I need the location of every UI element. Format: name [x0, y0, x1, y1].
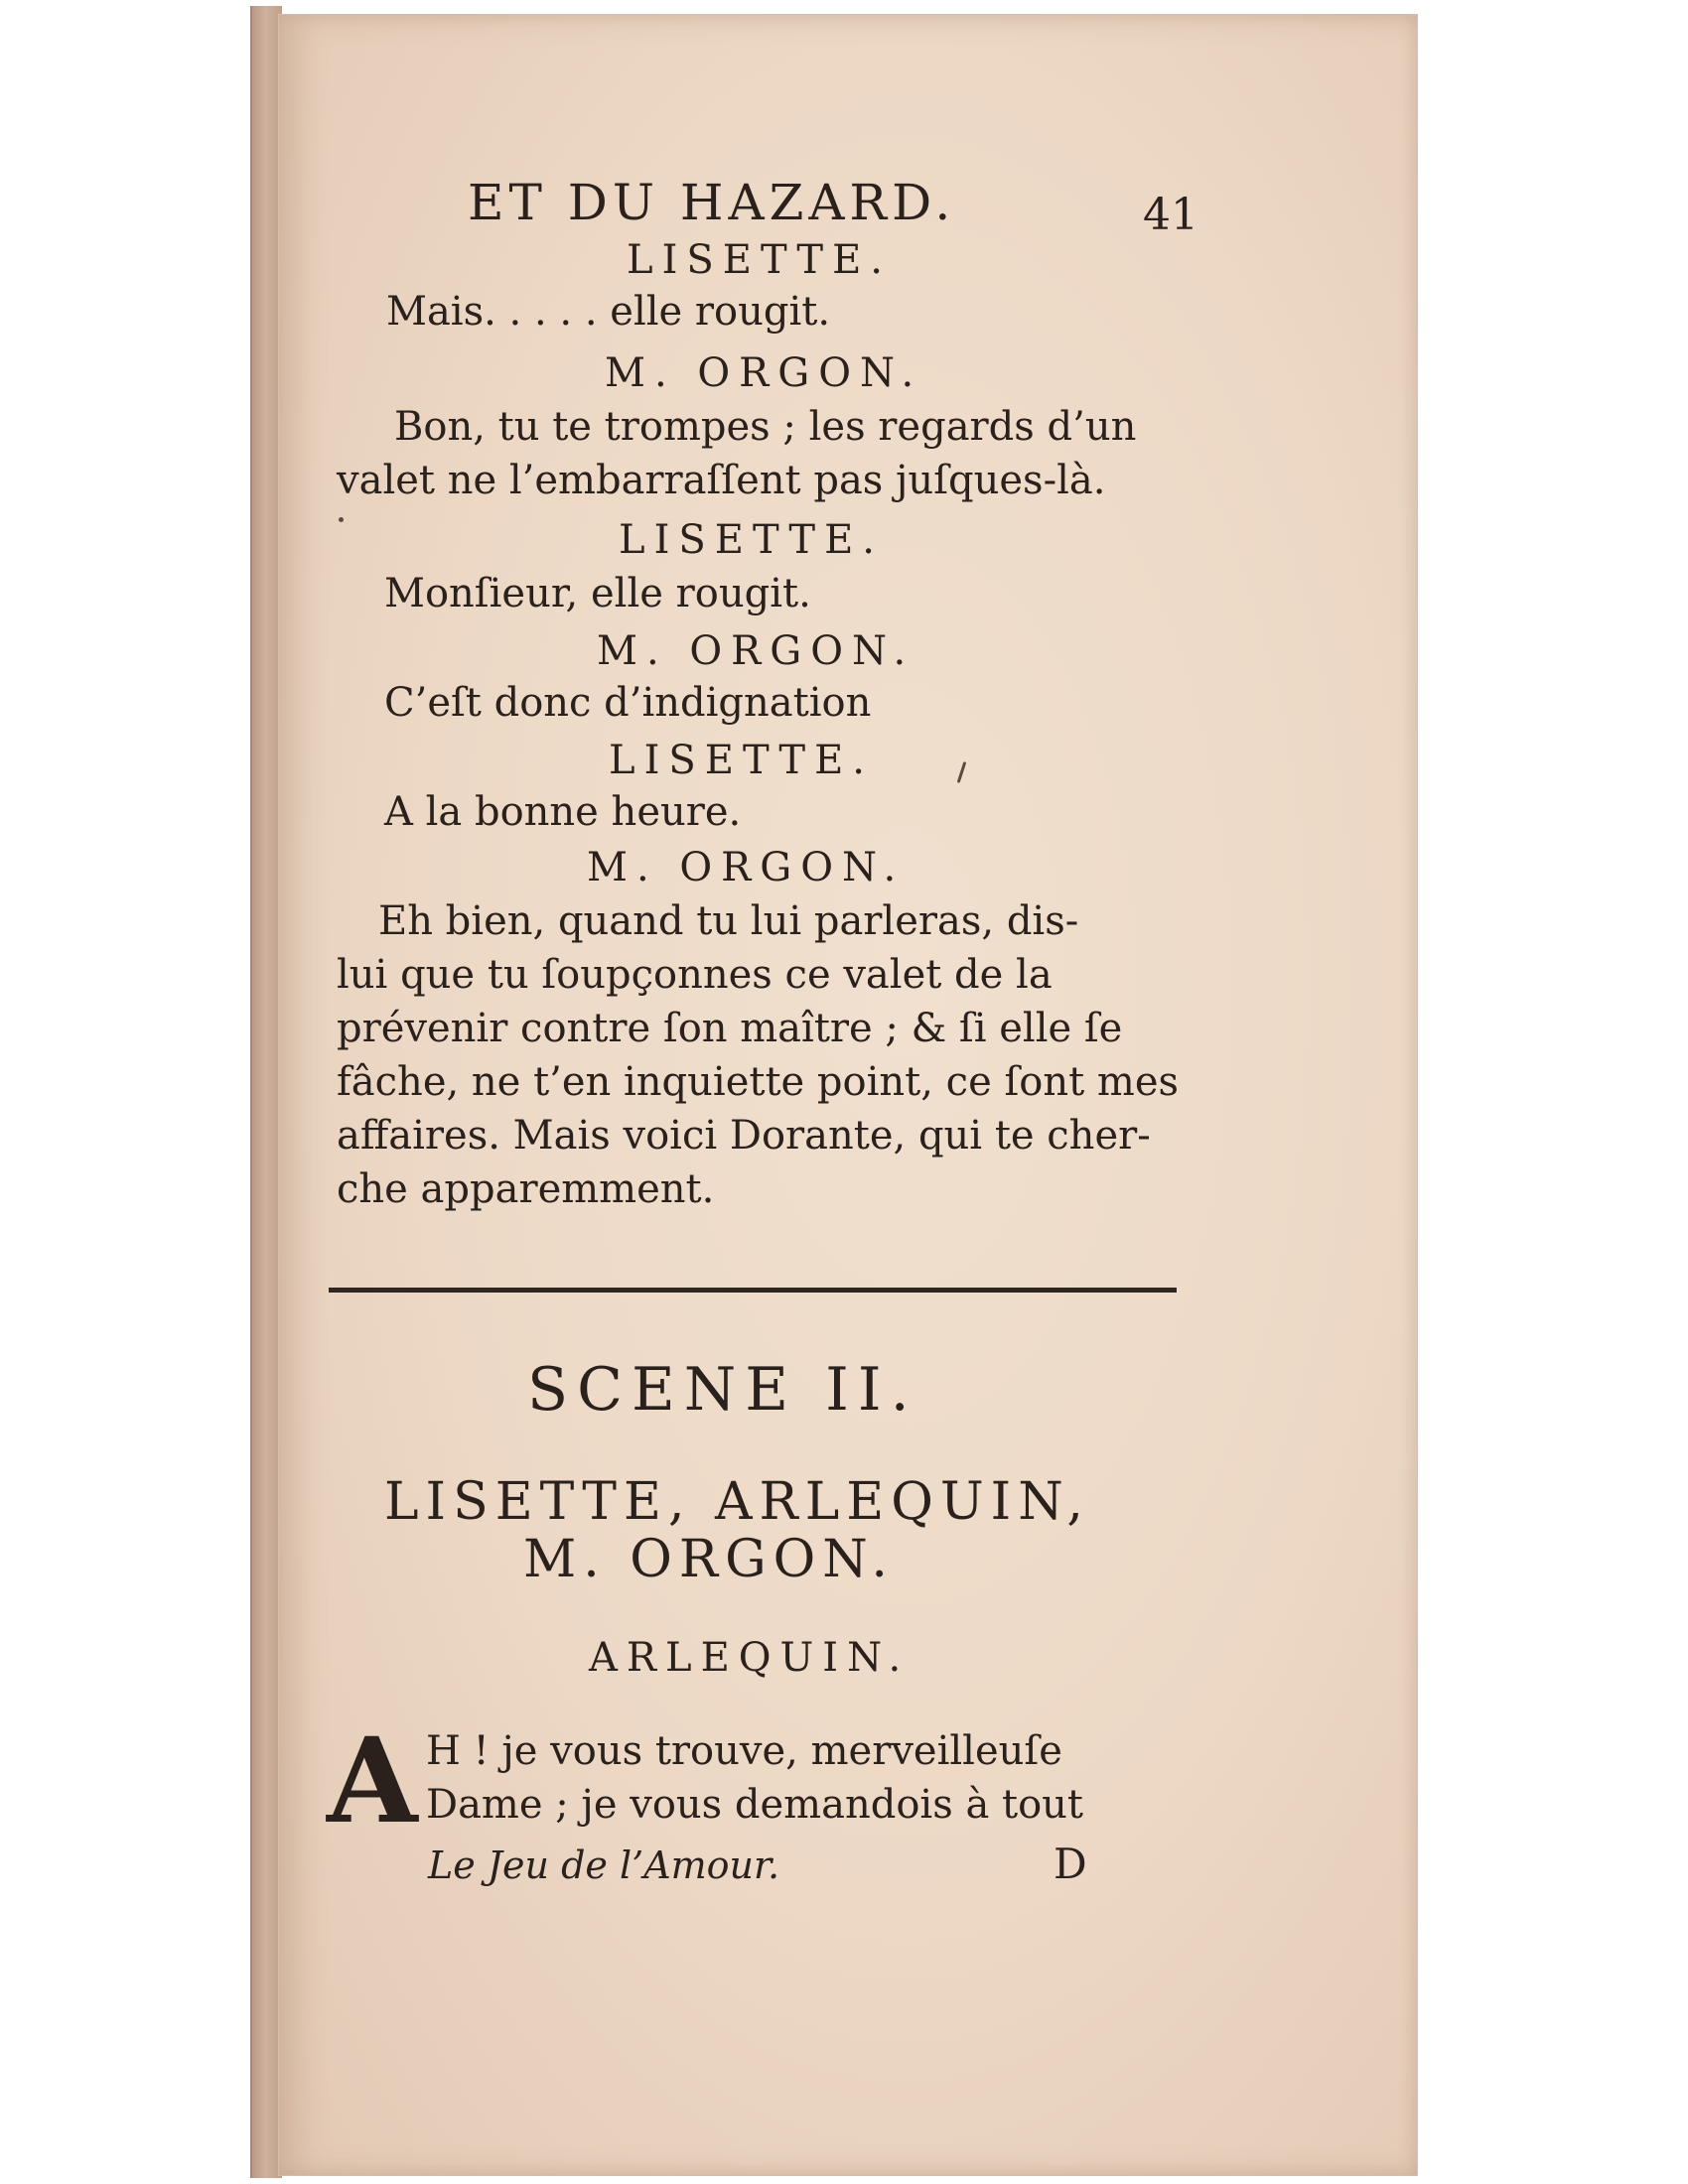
dialogue-line: A la bonne heure.	[384, 789, 742, 835]
paper-mark	[339, 517, 344, 522]
dialogue-line: valet ne l’embarraſſent pas juſques-là.	[337, 458, 1106, 503]
dialogue-line: Dame ; je vous demandois à tout	[426, 1782, 1083, 1828]
running-head: ET DU HAZARD.	[468, 174, 956, 231]
dialogue-line: affaires. Mais voici Dorante, qui te cher-	[337, 1113, 1151, 1159]
speaker-name: M. ORGON.	[605, 350, 923, 396]
dialogue-line: prévenir contre ſon maître ; & ſi elle ſe	[337, 1006, 1123, 1051]
section-divider	[329, 1288, 1177, 1293]
scene-cast: M. ORGON.	[523, 1530, 895, 1589]
speaker-name: LISETTE.	[627, 237, 892, 283]
dialogue-line: fâche, ne t’en inquiette point, ce ſont mes	[337, 1059, 1180, 1105]
dialogue-line: C’eſt donc d’indignation	[384, 680, 872, 726]
catchword: Le Jeu de l’Amour.	[428, 1843, 780, 1887]
dialogue-line: Bon, tu te trompes ; les regards d’un	[394, 404, 1137, 450]
speaker-name: M. ORGON.	[597, 628, 915, 674]
signature-mark: D	[1054, 1840, 1087, 1888]
dialogue-line: lui que tu ſoupçonnes ce valet de la	[337, 952, 1053, 998]
page-number: 41	[1143, 190, 1198, 240]
dialogue-line: che apparemment.	[337, 1166, 715, 1212]
scene-cast: LISETTE, ARLEQUIN,	[384, 1472, 1090, 1532]
drop-cap: A	[327, 1711, 418, 1849]
dialogue-line: Eh bien, quand tu lui parleras, dis-	[378, 898, 1079, 944]
book-page	[278, 14, 1418, 2176]
dialogue-line: Mais. . . . . elle rougit.	[386, 289, 831, 335]
scene-title: SCENE II.	[527, 1355, 918, 1425]
paper-mark	[957, 761, 967, 783]
speaker-name: ARLEQUIN.	[589, 1635, 911, 1681]
speaker-name: LISETTE.	[609, 738, 874, 783]
dialogue-line: Monſieur, elle rougit.	[384, 571, 811, 616]
speaker-name: LISETTE.	[619, 517, 884, 563]
speaker-name: M. ORGON.	[587, 845, 906, 890]
dialogue-line: H ! je vous trouve, merveilleuſe	[426, 1728, 1062, 1774]
